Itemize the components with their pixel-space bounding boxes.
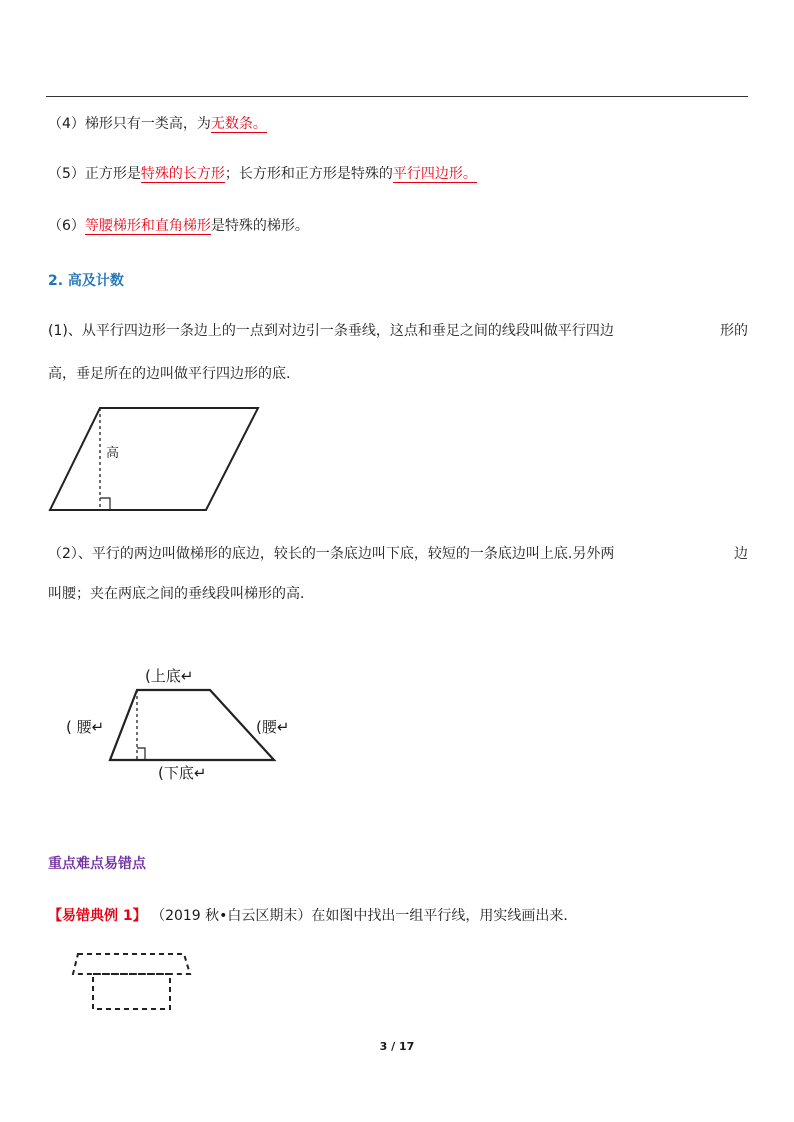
parallelogram-shape: [50, 408, 258, 510]
item-5-middle: ；长方形和正方形是特殊的: [224, 166, 393, 182]
label-top-base: (上底↵: [145, 667, 194, 685]
item-5-answer-2: 平行四边形。: [392, 166, 477, 182]
header-rule: [46, 96, 748, 97]
label-bottom-base: (下底↵: [158, 764, 207, 782]
item-4: [48, 114, 267, 134]
item-6-answer: 等腰梯形和直角梯形: [84, 218, 211, 234]
item-6: [48, 216, 309, 236]
page-number: 3 / 17: [379, 1040, 415, 1053]
item-5-answer-1: 特殊的长方形: [140, 166, 225, 182]
right-angle-mark: [100, 498, 110, 510]
item-6-suffix: 是特殊的梯形。: [210, 218, 309, 234]
para-2-line-1-tail: 边: [734, 546, 748, 562]
example-text: （2019 秋•白云区期末）在如图中找出一组平行线，用实线画出来．: [151, 908, 578, 924]
para-1-line-1-tail: 形的: [720, 323, 748, 339]
item-5-text: （5）正方形是: [48, 166, 141, 182]
item-5: [48, 164, 477, 184]
height-label: 高: [106, 446, 120, 461]
label-left-leg: ( 腰↵: [66, 718, 105, 736]
example-tag: 【易错典例 1】: [48, 908, 147, 924]
dashed-rectangle: [93, 974, 170, 1009]
section-heading-height: 2. 高及计数: [48, 273, 124, 289]
trapezoid-shape: [110, 690, 274, 760]
para-1-line-2: 高，垂足所在的边叫做平行四边形的底.: [48, 366, 291, 382]
dashed-shape-figure: [72, 952, 194, 1012]
para-1-line-1: [48, 321, 748, 341]
parallelogram-figure: [48, 406, 260, 514]
item-6-text: （6）: [48, 218, 85, 234]
item-4-text: （4）梯形只有一类高，为: [48, 116, 211, 132]
dashed-trapezoid: [73, 954, 190, 974]
para-2-line-2: 叫腰；夹在两底之间的垂线段叫梯形的高.: [48, 586, 305, 602]
label-right-leg: (腰↵: [256, 718, 290, 736]
para-1-line-1-main: (1)、从平行四边形一条边上的一点到对边引一条垂线，这点和垂足之间的线段叫做平行四边: [48, 323, 614, 339]
trapezoid-figure: [60, 660, 310, 785]
example-1: [48, 906, 577, 926]
para-2-line-1: [48, 544, 748, 564]
trapezoid-right-angle: [137, 748, 145, 760]
item-4-answer: 无数条。: [210, 116, 267, 132]
para-2-line-1-main: （2）、平行的两边叫做梯形的底边，较长的一条底边叫下底，较短的一条底边叫上底.另外两: [48, 546, 615, 562]
key-points-heading: 重点难点易错点: [48, 856, 146, 872]
